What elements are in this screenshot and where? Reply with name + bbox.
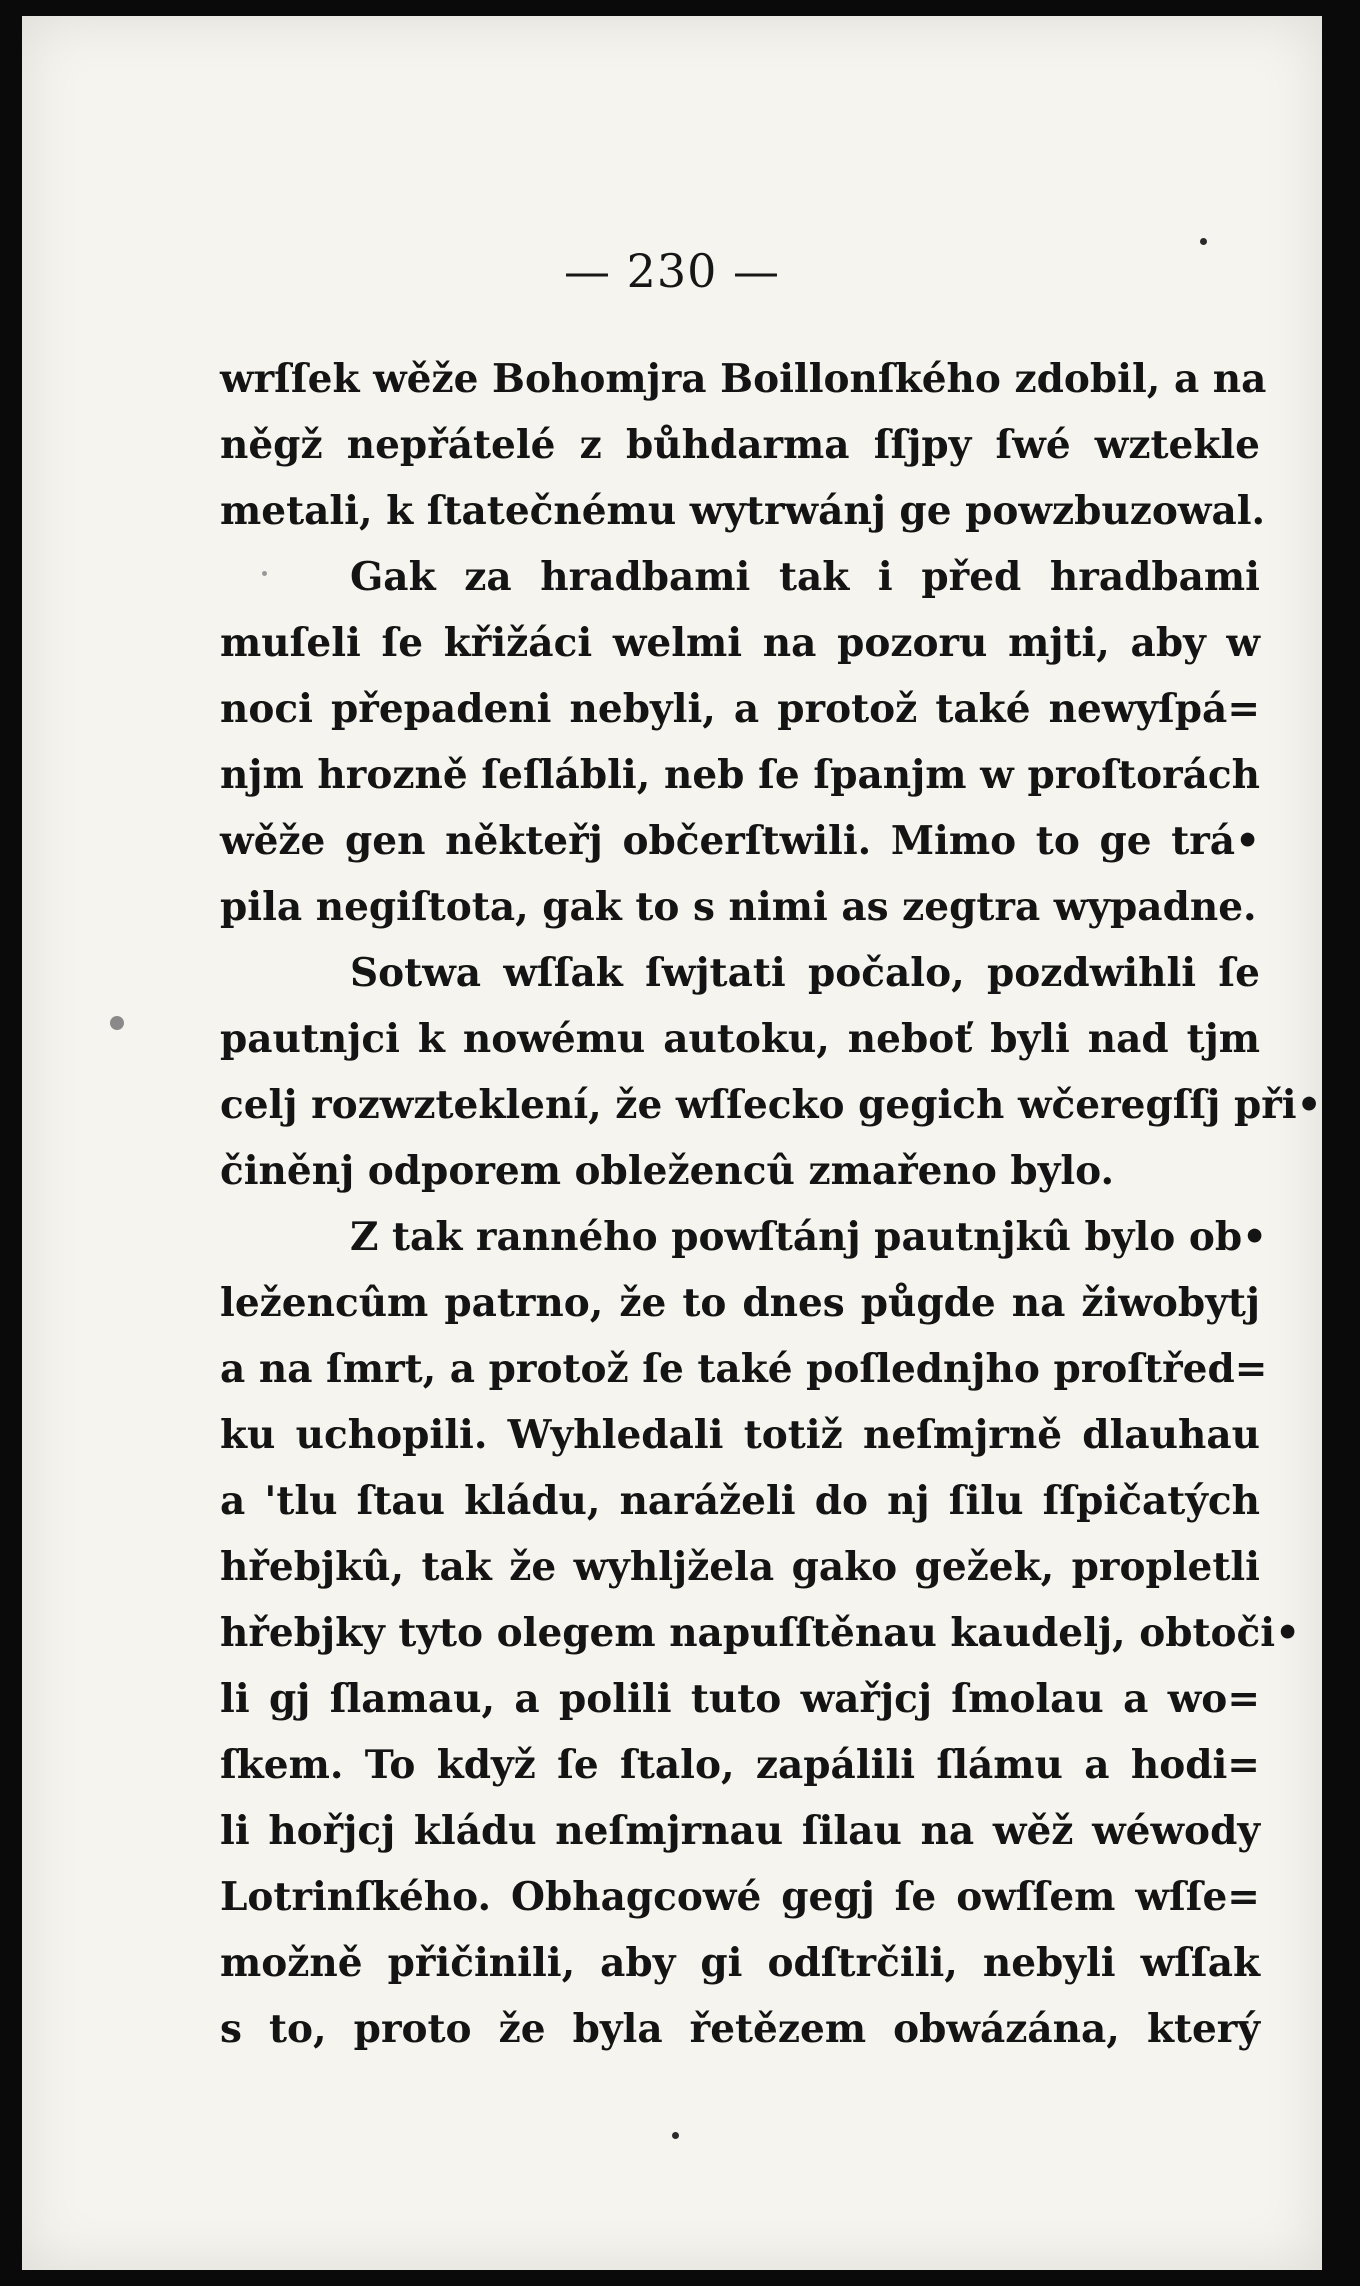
text-line: Lotrinſkého. Obhagcowé gegj ſe owſſem wſſe=: [220, 1874, 1260, 1920]
text-line: možně přičinili, aby gi odſtrčili, nebyli wſſak: [220, 1940, 1260, 1986]
text-line: a 'tlu ſtau kládu, naráželi do nj ſilu ſſpičatých: [220, 1478, 1260, 1524]
text-line: muſeli ſe křižáci welmi na pozoru mjti, aby w: [220, 620, 1260, 666]
text-line: pila negiſtota, gak to s nimi as zegtra wypadne.: [220, 884, 1257, 930]
text-line: a na ſmrt, a protož ſe také poſlednjho proſtřed=: [220, 1346, 1268, 1392]
text-line: Gak za hradbami tak i před hradbami: [350, 554, 1260, 600]
text-line: li gj ſlamau, a polili tuto wařjcj ſmolau a wo=: [220, 1676, 1260, 1722]
text-line: noci přepadeni nebyli, a protož také newyſpá=: [220, 686, 1260, 732]
text-line: metali, k ſtatečnému wytrwánj ge powzbuzowal.: [220, 488, 1266, 534]
ink-speck: [262, 571, 267, 576]
page-number: — 230 —: [563, 244, 781, 298]
book-page: [22, 16, 1322, 2270]
text-line: Z tak ranného powſtánj pautnjkû bylo ob•: [350, 1214, 1268, 1260]
text-line: něgž nepřátelé z bůhdarma ſſjpy ſwé wztekle: [220, 422, 1260, 468]
ink-speck: [1200, 238, 1207, 245]
ink-speck: [110, 1016, 124, 1030]
body-text: [220, 346, 1322, 2062]
text-line: ſkem. To když ſe ſtalo, zapálili ſlámu a hodi=: [220, 1742, 1260, 1788]
ink-speck: [672, 2132, 679, 2139]
text-line: hřebjkû, tak že wyhljžela gako gežek, propletli: [220, 1544, 1260, 1590]
text-line: ku uchopili. Wyhledali totiž neſmjrně dlauhau: [220, 1412, 1260, 1458]
text-line: Sotwa wſſak ſwjtati počalo, pozdwihli ſe: [350, 950, 1260, 996]
text-line: hřebjky tyto olegem napuſſtěnau kaudelj, obtoči•: [220, 1610, 1301, 1656]
text-line: ležencûm patrno, že to dnes půgde na žiwobytj: [220, 1280, 1260, 1326]
text-line: li hořjcj kládu neſmjrnau ſilau na wěž wéwody: [220, 1808, 1260, 1854]
text-line: wrſſek wěže Bohomjra Boillonſkého zdobil, a na: [220, 356, 1267, 402]
text-line: s to, proto že byla řetězem obwázána, který: [220, 2006, 1260, 2052]
text-line: celj rozwzteklení, že wſſecko gegich wčeregſſj při•: [220, 1082, 1322, 1128]
text-line: njm hrozně ſeſlábli, neb ſe ſpanjm w proſtorách: [220, 752, 1260, 798]
text-line: činěnj odporem obležencû zmařeno bylo.: [220, 1148, 1115, 1194]
text-line: pautnjci k nowému autoku, neboť byli nad tjm: [220, 1016, 1260, 1062]
text-line: wěže gen někteřj občerſtwili. Mimo to ge trá•: [220, 818, 1260, 864]
